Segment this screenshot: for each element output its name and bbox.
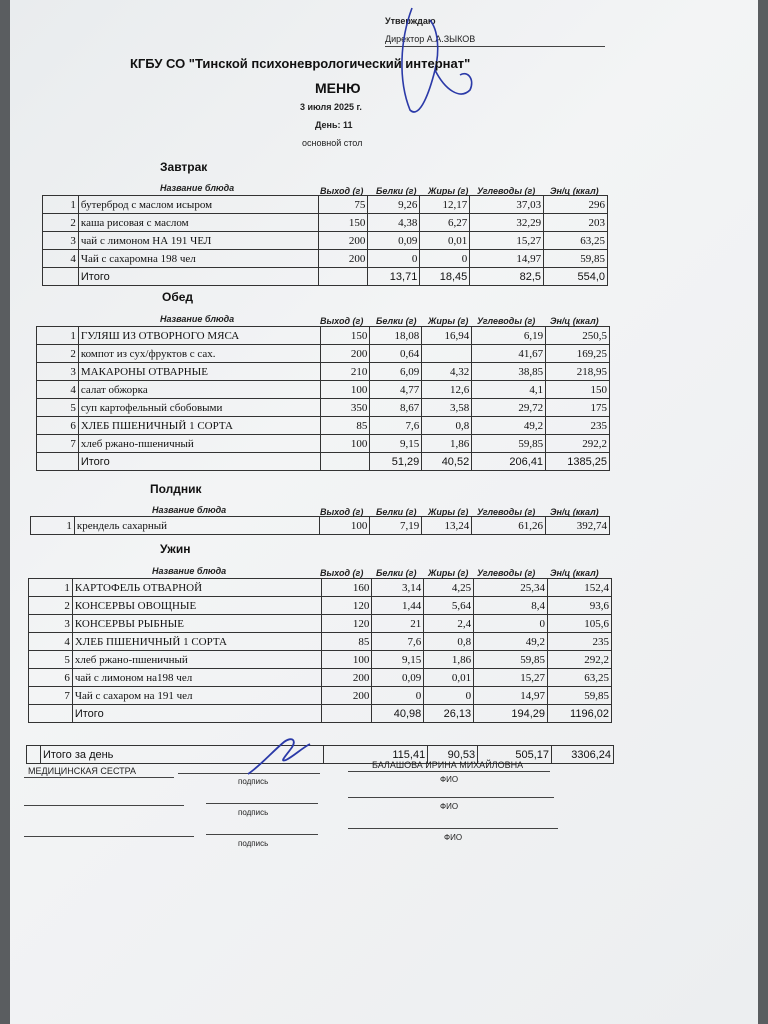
breakfast-table [42,195,608,286]
total-row: Итого 40,98 26,13 194,29 1196,02 [29,705,612,723]
dinner-title: Ужин [160,542,191,556]
organization-title: КГБУ СО "Тинской психоневрологический интернат" [130,56,471,71]
col-header-name: Название блюда [160,183,235,193]
total-row: Итого 13,71 18,45 82,5 554,0 [43,268,608,286]
table-row: 6 ХЛЕБ ПШЕНИЧНЫЙ 1 СОРТА 85 7,6 0,8 49,2 235 [37,417,610,435]
fio-line [348,771,550,772]
table-row: 4 Чай с сахаромна 198 чел 200 0 0 14,97 59,85 [43,250,608,268]
col-header-carbs: Углеводы (г) [477,316,536,326]
dinner-table [28,578,612,723]
table-row: 4 салат обжорка 100 4,77 12,6 4,1 150 [37,381,610,399]
col-header-protein: Белки (г) [376,186,417,196]
col-header-protein: Белки (г) [376,316,417,326]
col-header-yield: Выход (г) [320,186,364,196]
col-header-fat: Жиры (г) [428,507,469,517]
table-row: 1 КАРТОФЕЛЬ ОТВАРНОЙ 160 3,14 4,25 25,34 152,4 [29,579,612,597]
fio-line [348,828,558,829]
total-row: Итого 51,29 40,52 206,41 1385,25 [37,453,610,471]
col-header-name: Название блюда [152,566,227,576]
table-row: 4 ХЛЕБ ПШЕНИЧНЫЙ 1 СОРТА 85 7,6 0,8 49,2 235 [29,633,612,651]
nurse-underline [24,777,174,778]
col-header-name: Название блюда [152,505,227,515]
document-page [10,0,758,1024]
lunch-title: Обед [162,290,194,304]
lunch-table [36,326,610,471]
signature-label: подпись [238,839,269,848]
table-row: 1 бутерброд с маслом исыром 75 9,26 12,17 37,03 296 [43,196,608,214]
col-header-yield: Выход (г) [320,568,364,578]
table-row: 7 Чай с сахаром на 191 чел 200 0 0 14,97 59,85 [29,687,612,705]
fio-label: ФИО [440,775,459,784]
col-header-energy: Эн/ц (ккал) [550,507,599,517]
fio-label: ФИО [444,833,463,842]
signature-line [206,803,318,804]
day-total-table [26,745,614,764]
nurse-full-name: БАЛАШОВА ИРИНА МИХАЙЛОВНА [372,760,524,770]
menu-date: 3 июля 2025 г. [300,102,362,112]
col-header-yield: Выход (г) [320,507,364,517]
col-header-fat: Жиры (г) [428,186,469,196]
blank-line [24,836,194,837]
table-row: 5 хлеб ржано-пшеничный 100 9,15 1,86 59,85 292,2 [29,651,612,669]
snack-table [30,516,610,535]
col-header-carbs: Углеводы (г) [477,507,536,517]
table-type: основной стол [302,138,363,148]
col-header-carbs: Углеводы (г) [477,568,536,578]
signature-label: подпись [238,777,269,786]
table-row: 2 КОНСЕРВЫ ОВОЩНЫЕ 120 1,44 5,64 8,4 93,6 [29,597,612,615]
col-header-energy: Эн/ц (ккал) [550,186,599,196]
table-row: 3 КОНСЕРВЫ РЫБНЫЕ 120 21 2,4 0 105,6 [29,615,612,633]
table-row: 3 чай с лимоном НА 191 ЧЕЛ 200 0,09 0,01 15,27 63,25 [43,232,608,250]
director-line-text: Директор А.А.ЗЫКОВ [385,34,476,44]
col-header-carbs: Углеводы (г) [477,186,536,196]
table-row: 2 каша рисовая с маслом 150 4,38 6,27 32,29 203 [43,214,608,232]
breakfast-title: Завтрак [160,160,208,174]
col-header-name: Название блюда [160,314,235,324]
menu-day: День: 11 [315,120,353,130]
day-total-row: Итого за день 115,41 90,53 505,17 3306,24 [27,746,614,764]
signature-line [206,834,318,835]
col-header-fat: Жиры (г) [428,568,469,578]
col-header-yield: Выход (г) [320,316,364,326]
table-row: 7 хлеб ржано-пшеничный 100 9,15 1,86 59,85 292,2 [37,435,610,453]
table-row: 6 чай с лимоном на198 чел 200 0,09 0,01 15,27 63,25 [29,669,612,687]
table-row: 1 ГУЛЯШ ИЗ ОТВОРНОГО МЯСА 150 18,08 16,94 6,19 250,5 [37,327,610,345]
nurse-signature-icon [240,730,320,780]
table-row: 5 суп картофельный сбобовыми 350 8,67 3,58 29,72 175 [37,399,610,417]
col-header-fat: Жиры (г) [428,316,469,326]
signature-label: подпись [238,808,269,817]
fio-line [348,797,554,798]
approval-label: Утверждаю [385,16,436,26]
col-header-energy: Эн/ц (ккал) [550,568,599,578]
snack-title: Полдник [150,482,202,496]
menu-title: МЕНЮ [315,80,361,96]
col-header-energy: Эн/ц (ккал) [550,316,599,326]
table-row: 3 МАКАРОНЫ ОТВАРНЫЕ 210 6,09 4,32 38,85 218,95 [37,363,610,381]
col-header-protein: Белки (г) [376,568,417,578]
blank-line [24,805,184,806]
nurse-label: МЕДИЦИНСКАЯ СЕСТРА [28,766,137,776]
fio-label: ФИО [440,802,459,811]
col-header-protein: Белки (г) [376,507,417,517]
table-row: 2 компот из сух/фруктов с сах. 200 0,64 41,67 169,25 [37,345,610,363]
table-row: 1 крендель сахарный 100 7,19 13,24 61,26 392,74 [31,517,610,535]
